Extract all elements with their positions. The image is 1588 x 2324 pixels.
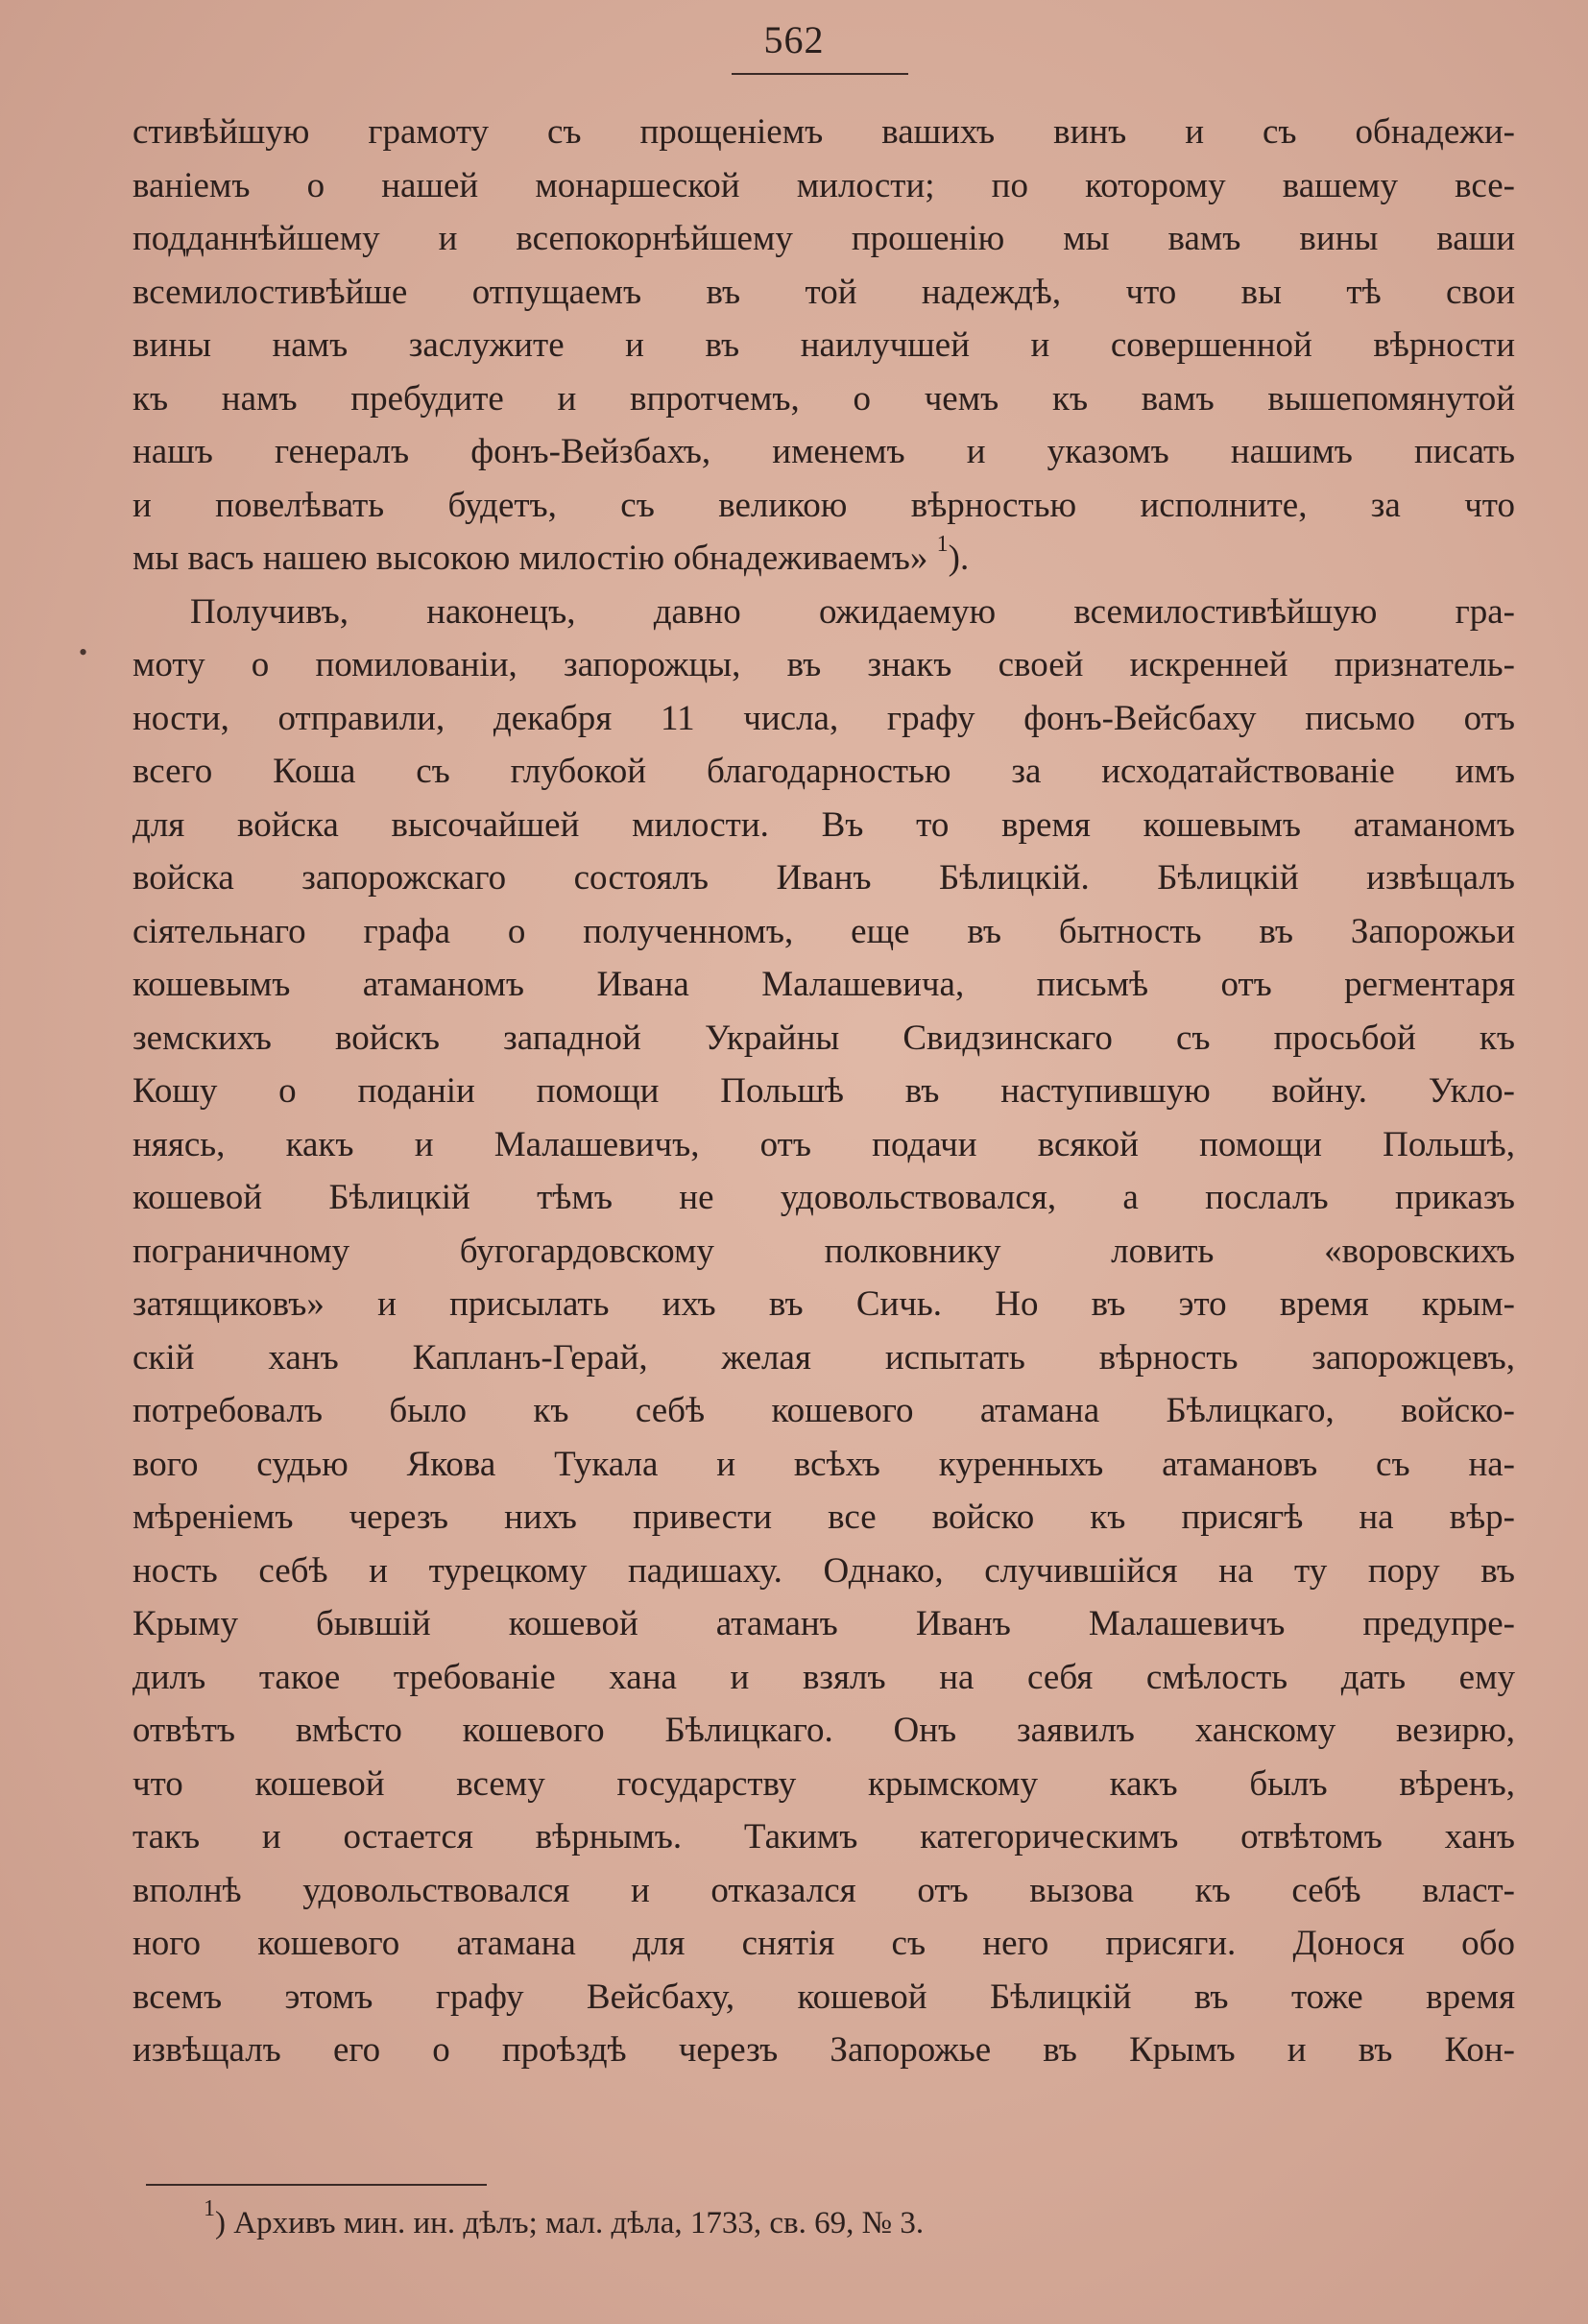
text-line: войска запорожскаго состоялъ Иванъ Бѣлицкій. Бѣлицкій извѣщалъ [132,858,1515,898]
text-line: ваніемъ о нашей монаршеской милости; по которому вашему все- [132,165,1515,205]
text-line: нашъ генералъ фонъ-Вейзбахъ, именемъ и указомъ нашимъ писать [132,432,1515,471]
text-line: кошевымъ атаманомъ Ивана Малашевича, письмѣ отъ регментаря [132,965,1515,1004]
text-line: ного кошевого атамана для снятія съ него присяги. Донося обо [132,1924,1515,1963]
text-line: стивѣйшую грамоту съ прощеніемъ вашихъ винъ и съ обнадежи- [132,112,1515,152]
text-line-indented: Получивъ, наконецъ, давно ожидаемую всемилостивѣйшую гра- [190,591,1515,632]
text-line: кошевой Бѣлицкій тѣмъ не удовольствовался, а послалъ приказъ [132,1178,1515,1217]
body-text [132,106,1515,2077]
text-line: отвѣтъ вмѣсто кошевого Бѣлицкаго. Онъ заявилъ ханскому везирю, [132,1711,1515,1750]
footnote-text: ) Архивъ мин. ин. дѣлъ; мал. дѣла, 1733, св. 69, № 3. [215,2206,925,2240]
text-line-last [132,532,1515,586]
text-line: мѣреніемъ черезъ нихъ привести все войско къ присягѣ на вѣр- [132,1497,1515,1537]
text-line: вого судью Якова Тукала и всѣхъ куренныхъ атамановъ съ на- [132,1444,1515,1484]
text-line: такъ и остается вѣрнымъ. Такимъ категорическимъ отвѣтомъ ханъ [132,1817,1515,1857]
page-number: 562 [763,18,825,61]
text-line: моту о помилованіи, запорожцы, въ знакъ своей искренней признатель- [132,645,1515,684]
footnote-rule [146,2184,487,2186]
footnote-marker: 1 [204,2196,215,2221]
text-line: дилъ такое требованіе хана и взялъ на себя смѣлость дать ему [132,1657,1515,1697]
text-line: къ намъ пребудите и впротчемъ, о чемъ къ вамъ вышепомянутой [132,378,1515,419]
margin-mark: • [79,638,88,666]
paragraph-2 [132,586,1515,2077]
text-line: потребовалъ было къ себѣ кошевого атамана Бѣлицкаго, войско- [132,1391,1515,1430]
footnote-reference: 1 [936,531,949,557]
text-line: всемилостивѣйше отпущаемъ въ той надеждѣ, что вы тѣ свои [132,272,1515,312]
text-line: ность себѣ и турецкому падишаху. Однако, случившійся на ту пору въ [132,1550,1515,1591]
text-line-content: мы васъ нашею высокою милостію обнадеживаемъ» [132,539,937,578]
text-line: скій ханъ Капланъ-Герай, желая испытать вѣрность запорожцевъ, [132,1337,1515,1378]
footnote [204,2196,925,2241]
text-line: подданнѣйшему и всепокорнѣйшему прошенію мы вамъ вины ваши [132,219,1515,258]
text-line: пограничному бугогардовскому полковнику ловить «воровскихъ [132,1231,1515,1271]
text-line: земскихъ войскъ западной Украйны Свидзинскаго съ просьбой къ [132,1018,1515,1058]
text-line: Кошу о поданіи помощи Польшѣ въ наступившую войну. Укло- [132,1071,1515,1111]
text-line: что кошевой всему государству крымскому какъ былъ вѣренъ, [132,1763,1515,1804]
text-line: для войска высочайшей милости. Въ то время кошевымъ атаманомъ [132,804,1515,845]
header-rule [732,73,908,75]
text-line: ности, отправили, декабря 11 числа, графу фонъ-Вейсбаху письмо отъ [132,698,1515,738]
text-line: всемъ этомъ графу Вейсбаху, кошевой Бѣлицкій въ тоже время [132,1977,1515,2017]
text-line: вполнѣ удовольствовался и отказался отъ вызова къ себѣ власт- [132,1870,1515,1910]
text-line: сіятельнаго графа о полученномъ, еще въ бытность въ Запорожьи [132,911,1515,951]
text-line: и повелѣвать будетъ, съ великою вѣрностью исполните, за что [132,485,1515,525]
text-line: няясь, какъ и Малашевичъ, отъ подачи всякой помощи Польшѣ, [132,1124,1515,1164]
text-line: Крыму бывшій кошевой атаманъ Иванъ Малашевичъ предупре- [132,1604,1515,1643]
text-line: затящиковъ» и присылать ихъ въ Сичь. Но въ это время крым- [132,1284,1515,1324]
text-line: вины намъ заслужите и въ наилучшей и совершенной вѣрности [132,325,1515,365]
text-line: извѣщалъ его о проѣздѣ черезъ Запорожье въ Крымъ и въ Кон- [132,2030,1515,2070]
paragraph-1 [132,106,1515,586]
text-line-tail: ). [948,539,970,578]
text-line: всего Коша съ глубокой благодарностью за исходатайствованіе имъ [132,752,1515,791]
